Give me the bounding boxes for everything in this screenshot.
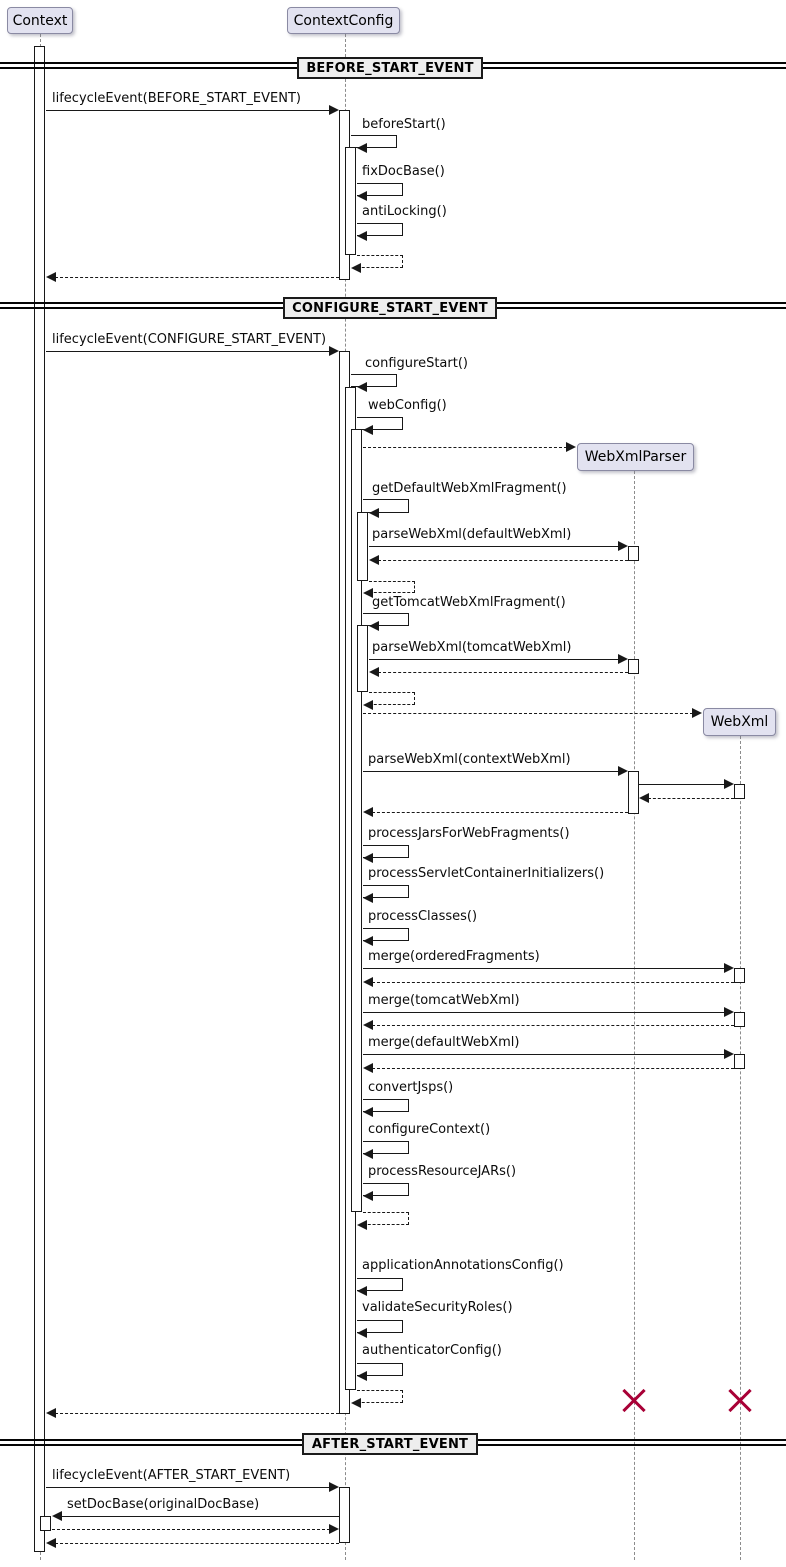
message-line [378, 672, 628, 673]
message-line [363, 447, 567, 448]
arrowhead-left-icon [357, 231, 367, 241]
arrowhead-left-icon [363, 1020, 373, 1030]
message-label: parseWebXml(tomcatWebXml) [372, 640, 572, 655]
activation-bar-context [40, 1516, 51, 1531]
message-label: lifecycleEvent(BEFORE_START_EVENT) [52, 91, 301, 106]
arrowhead-left-icon [369, 621, 379, 631]
arrowhead-left-icon [363, 977, 373, 987]
arrowhead-left-icon [46, 272, 56, 282]
message-label: processResourceJARs() [368, 1164, 517, 1179]
message-line [55, 277, 339, 278]
message-label: applicationAnnotationsConfig() [362, 1258, 564, 1273]
self-message-line [369, 692, 415, 705]
message-line [46, 351, 330, 352]
arrowhead-left-icon [357, 143, 367, 153]
arrowhead-right-icon [618, 541, 628, 551]
message-line [372, 1068, 734, 1069]
message-line [363, 1012, 725, 1013]
self-message-line [369, 581, 415, 593]
activation-bar-webxml [734, 968, 745, 983]
activation-bar-webxmlparser [628, 771, 639, 814]
arrowhead-left-icon [351, 1398, 361, 1408]
message-label: configureContext() [368, 1122, 491, 1137]
message-label: processServletContainerInitializers() [368, 866, 605, 881]
lifeline-webxml [740, 736, 741, 1560]
message-label: fixDocBase() [362, 164, 445, 179]
arrowhead-left-icon [369, 508, 379, 518]
message-label: parseWebXml(defaultWebXml) [372, 527, 572, 542]
arrowhead-left-icon [351, 263, 361, 273]
participant-webxml: WebXml [703, 708, 776, 736]
activation-bar-webxml [734, 1054, 745, 1069]
arrowhead-left-icon [46, 1408, 56, 1418]
message-line [372, 812, 628, 813]
destroy-x-icon [622, 1389, 646, 1413]
arrowhead-left-icon [357, 1328, 367, 1338]
message-label: merge(defaultWebXml) [368, 1035, 520, 1050]
message-line [369, 659, 619, 660]
arrowhead-left-icon [363, 893, 373, 903]
message-line [52, 1529, 330, 1530]
arrowhead-right-icon [724, 1007, 734, 1017]
message-line [55, 1413, 339, 1414]
activation-bar-webxml [734, 1012, 745, 1027]
arrowhead-left-icon [363, 1191, 373, 1201]
activation-bar-webxmlparser [628, 546, 639, 561]
arrowhead-left-icon [357, 191, 367, 201]
arrowhead-left-icon [357, 382, 367, 392]
activation-bar-contextconfig [339, 1487, 350, 1543]
activation-bar-webxml [734, 784, 745, 799]
message-line [46, 1487, 330, 1488]
activation-bar-contextconfig [357, 512, 368, 581]
arrowhead-left-icon [357, 1286, 367, 1296]
arrowhead-right-icon [618, 654, 628, 664]
arrowhead-right-icon [329, 105, 339, 115]
message-label: configureStart() [365, 356, 468, 371]
message-label: antiLocking() [362, 204, 447, 219]
arrowhead-left-icon [363, 936, 373, 946]
arrowhead-left-icon [363, 1149, 373, 1159]
arrowhead-left-icon [363, 807, 373, 817]
message-line [363, 771, 619, 772]
arrowhead-left-icon [369, 667, 379, 677]
message-line [61, 1516, 339, 1517]
message-label: lifecycleEvent(AFTER_START_EVENT) [52, 1468, 291, 1483]
message-label: webConfig() [368, 398, 447, 413]
arrowhead-right-icon [618, 766, 628, 776]
message-label: authenticatorConfig() [362, 1343, 502, 1358]
message-label: setDocBase(originalDocBase) [67, 1497, 260, 1512]
arrowhead-right-icon [724, 1049, 734, 1059]
message-line [363, 713, 693, 714]
arrowhead-left-icon [46, 1538, 56, 1548]
message-line [378, 560, 628, 561]
arrowhead-left-icon [369, 555, 379, 565]
arrowhead-right-icon [329, 1524, 339, 1534]
activation-bar-context [34, 46, 45, 1552]
arrowhead-left-icon [363, 1107, 373, 1117]
message-line [46, 110, 330, 111]
message-label: merge(orderedFragments) [368, 949, 540, 964]
message-label: getDefaultWebXmlFragment() [372, 481, 567, 496]
arrowhead-right-icon [692, 708, 702, 718]
participant-webxmlparser: WebXmlParser [577, 443, 694, 471]
activation-bar-contextconfig [345, 147, 356, 255]
message-line [372, 982, 734, 983]
message-label: beforeStart() [362, 117, 446, 132]
arrowhead-left-icon [639, 793, 649, 803]
participant-contextconfig: ContextConfig [287, 7, 400, 34]
message-label: getTomcatWebXmlFragment() [372, 595, 566, 610]
arrowhead-left-icon [357, 1371, 367, 1381]
message-line [639, 784, 725, 785]
message-label: merge(tomcatWebXml) [368, 993, 520, 1008]
message-label: processClasses() [368, 909, 478, 924]
divider-after_start_event: AFTER_START_EVENT [302, 1433, 478, 1455]
arrowhead-left-icon [363, 853, 373, 863]
arrowhead-right-icon [724, 779, 734, 789]
arrowhead-right-icon [724, 963, 734, 973]
arrowhead-left-icon [357, 1220, 367, 1230]
arrowhead-right-icon [329, 346, 339, 356]
divider-configure_start_event: CONFIGURE_START_EVENT [283, 297, 497, 319]
message-label: processJarsForWebFragments() [368, 826, 570, 841]
arrowhead-left-icon [52, 1511, 62, 1521]
activation-bar-webxmlparser [628, 659, 639, 674]
arrowhead-left-icon [363, 1063, 373, 1073]
message-line [369, 546, 619, 547]
activation-bar-contextconfig [357, 625, 368, 692]
message-label: parseWebXml(contextWebXml) [368, 752, 571, 767]
message-line [363, 968, 725, 969]
message-line [648, 798, 734, 799]
arrowhead-right-icon [329, 1482, 339, 1492]
self-message-line [357, 1390, 403, 1403]
message-label: convertJsps() [368, 1080, 454, 1095]
arrowhead-left-icon [363, 700, 373, 710]
message-label: validateSecurityRoles() [362, 1300, 513, 1315]
arrowhead-right-icon [566, 442, 576, 452]
participant-context: Context [7, 7, 73, 34]
message-line [372, 1025, 734, 1026]
arrowhead-left-icon [363, 425, 373, 435]
self-message-line [357, 255, 403, 268]
message-line [363, 1054, 725, 1055]
destroy-x-icon [728, 1389, 752, 1413]
self-message-line [363, 1212, 409, 1225]
message-label: lifecycleEvent(CONFIGURE_START_EVENT) [52, 332, 327, 347]
message-line [55, 1543, 339, 1544]
divider-before_start_event: BEFORE_START_EVENT [297, 57, 483, 79]
